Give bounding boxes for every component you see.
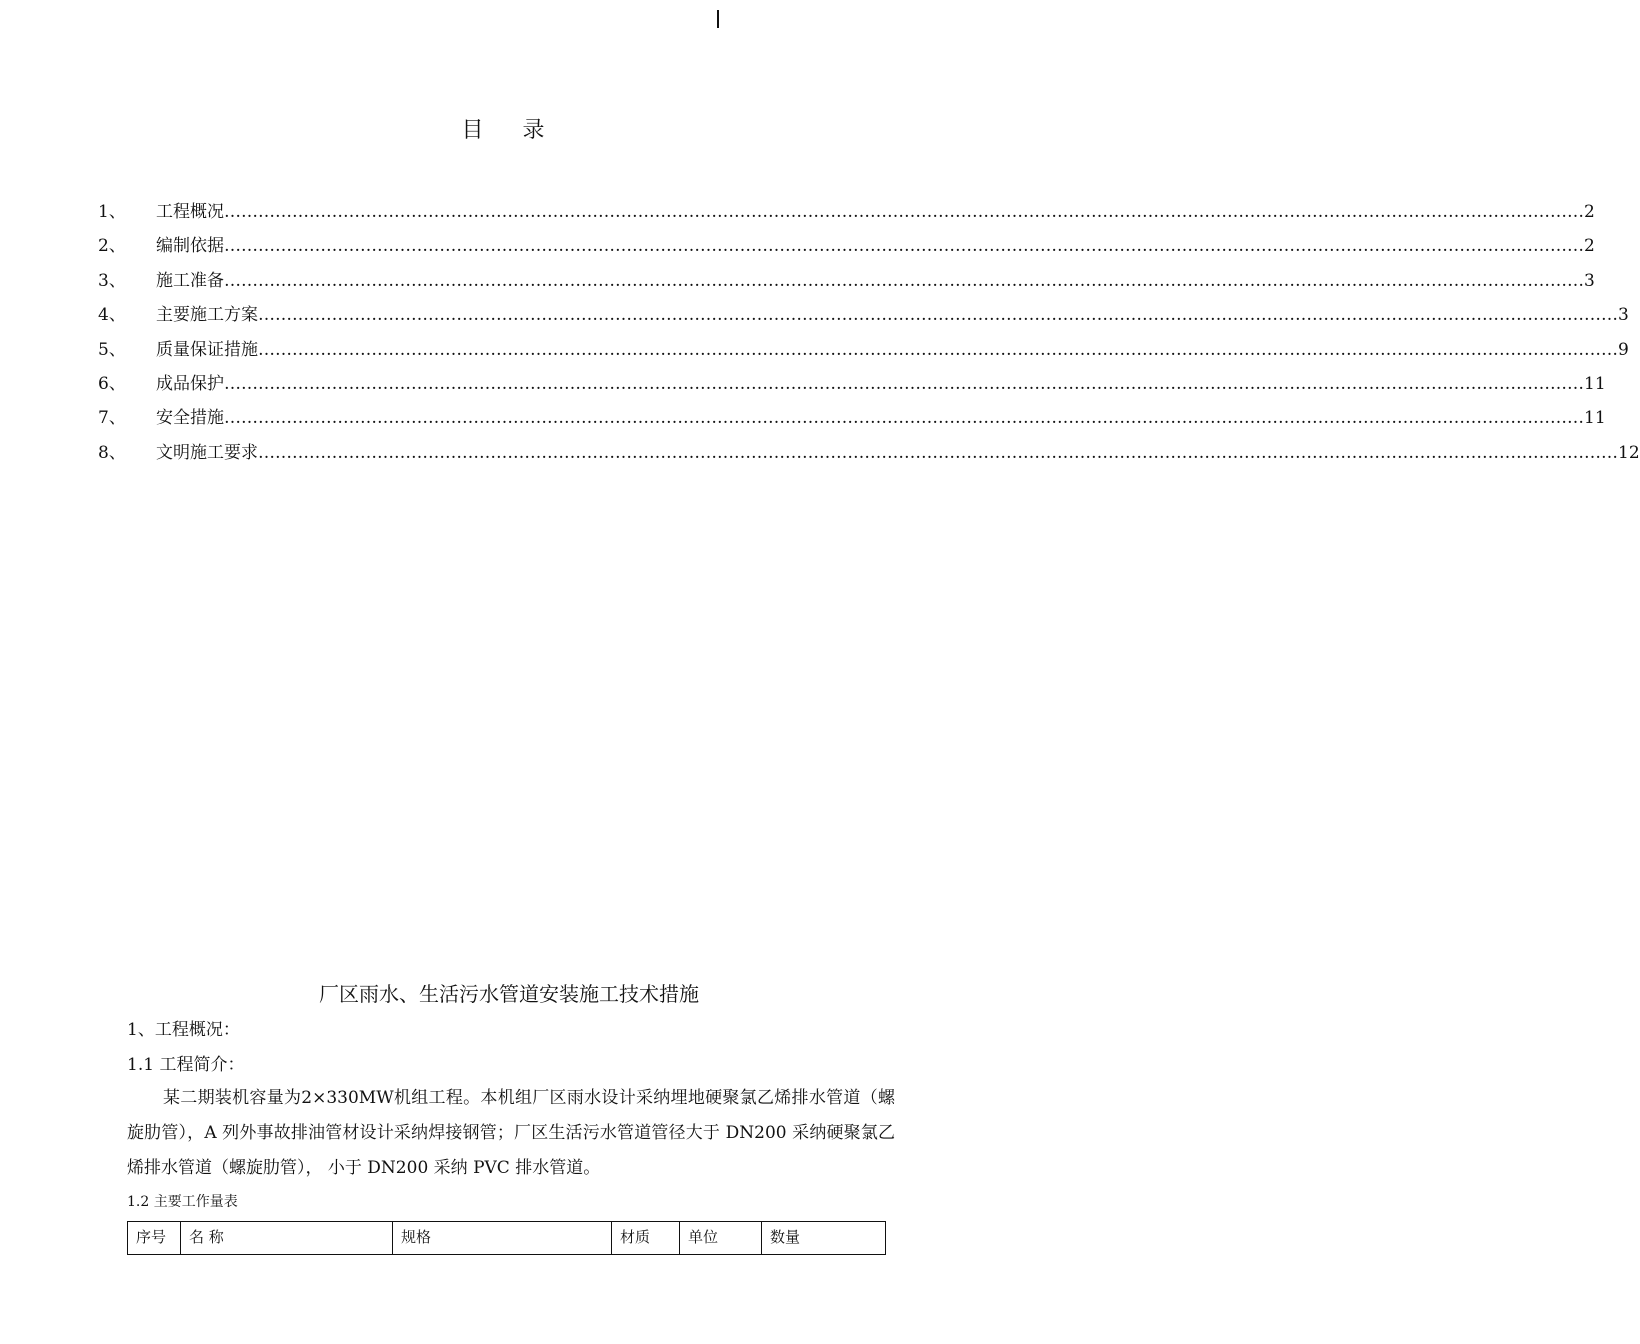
section-heading-1-1: 1.1 工程简介：: [127, 1055, 245, 1075]
toc-item-number: 2、: [98, 236, 126, 257]
toc-item-number: 4、: [98, 305, 126, 326]
toc-item-page: 11: [1584, 408, 1606, 429]
toc-dot-leader: ……………………………………………………………………………………………………………………………………………………………………………………………………………………: [224, 270, 1584, 291]
toc-item[interactable]: [98, 441, 1640, 475]
toc-item-label: 安全措施: [156, 408, 224, 429]
workload-table-caption: 1.2 主要工作量表: [127, 1194, 238, 1210]
toc-dot-leader: ……………………………………………………………………………………………………………………………………………………………………………………………………………………: [258, 305, 1618, 326]
toc-dot-leader: ……………………………………………………………………………………………………………………………………………………………………………………………………………………: [224, 408, 1584, 429]
toc-item[interactable]: [98, 200, 1595, 234]
toc-item-label: 质量保证措施: [156, 339, 258, 360]
table-header-cell: 单位: [680, 1222, 762, 1255]
table-header-cell: 规格: [393, 1222, 612, 1255]
table-header-cell: 序号: [128, 1222, 181, 1255]
toc-dot-leader: ……………………………………………………………………………………………………………………………………………………………………………………………………………………: [224, 202, 1584, 222]
table-header-cell: 数量: [762, 1222, 886, 1255]
toc-item-label: 主要施工方案: [156, 305, 258, 326]
toc-item-label: 编制依据: [156, 236, 224, 257]
toc-item-page: 9: [1618, 339, 1629, 360]
project-overview-paragraph: 某二期装机容量为2×330MW机组工程。本机组厂区雨水设计采纳埋地硬聚氯乙烯排水管道（螺旋肋管），A 列外事故排油管材设计采纳焊接钢管；厂区生活污水管道管径大于 DN200 采纳硬聚氯乙烯排水管道（螺旋肋管）， 小于 DN200 采纳 PVC 排水管道。: [127, 1088, 895, 1178]
toc-item-page: 3: [1584, 270, 1595, 291]
table-header-row: [128, 1222, 886, 1255]
toc-item[interactable]: [98, 372, 1606, 406]
toc-item-page: 2: [1584, 202, 1595, 222]
toc-item[interactable]: [98, 338, 1629, 372]
document-title: 厂区雨水、生活污水管道安装施工技术措施: [319, 982, 699, 1006]
toc-item-number: 1、: [98, 202, 126, 222]
toc-item-number: 6、: [98, 373, 126, 394]
toc-dot-leader: ……………………………………………………………………………………………………………………………………………………………………………………………………………………: [258, 442, 1618, 463]
toc-item[interactable]: [98, 234, 1595, 268]
toc-dot-leader: ……………………………………………………………………………………………………………………………………………………………………………………………………………………: [224, 373, 1584, 394]
toc-item-page: 11: [1584, 373, 1606, 394]
toc-item-label: 文明施工要求: [156, 442, 258, 463]
toc-item-label: 工程概况: [156, 202, 224, 222]
table-header-cell: 名 称: [181, 1222, 393, 1255]
toc-dot-leader: ……………………………………………………………………………………………………………………………………………………………………………………………………………………: [258, 339, 1618, 360]
toc-item[interactable]: [98, 303, 1629, 337]
toc-item[interactable]: [98, 269, 1595, 303]
toc-item-number: 3、: [98, 270, 126, 291]
toc-item-label: 施工准备: [156, 270, 224, 291]
table-header-cell: 材质: [612, 1222, 680, 1255]
toc-item-page: 3: [1618, 305, 1629, 326]
toc-list: [98, 200, 1640, 475]
toc-item-number: 7、: [98, 408, 126, 429]
toc-item-page: 12: [1618, 442, 1640, 463]
toc-item-page: 2: [1584, 236, 1595, 257]
toc-item-number: 8、: [98, 442, 126, 463]
section-heading-1: 1、工程概况：: [127, 1020, 240, 1040]
toc-item-number: 5、: [98, 339, 126, 360]
toc-dot-leader: ……………………………………………………………………………………………………………………………………………………………………………………………………………………: [224, 236, 1584, 257]
text-cursor-mark: [717, 10, 719, 28]
workload-table: [127, 1221, 886, 1255]
toc-item-label: 成品保护: [156, 373, 224, 394]
toc-title: 目 录: [461, 118, 561, 143]
toc-item[interactable]: [98, 406, 1606, 440]
